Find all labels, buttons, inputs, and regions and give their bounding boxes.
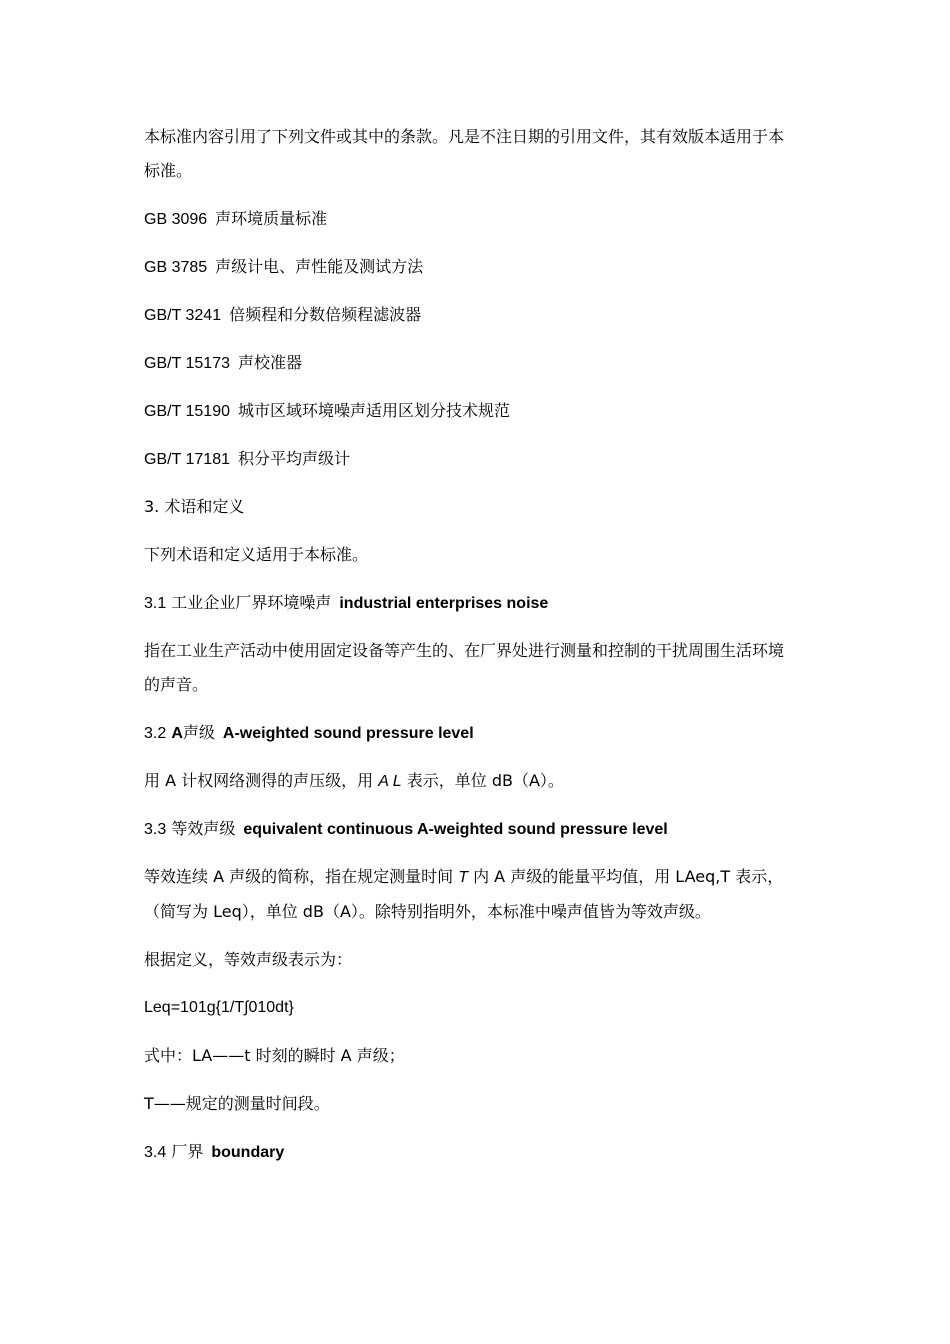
reference-code: GB/T 17181 [144,451,230,468]
term-3-2-definition [144,764,814,798]
term-3-4-heading [144,1135,814,1169]
reference-code: GB/T 15190 [144,403,230,420]
definition-line: （简写为 Leq），单位 dB（A）。除特别指明外，本标准中噪声值皆为等效声级。 [144,902,711,921]
definition-line: 指在工业生产活动中使用固定设备等产生的、在厂界处进行测量和控制的干扰周围生活环境 [144,641,785,660]
reference-title: 倍频程和分数倍频程滤波器 [229,305,422,324]
reference-title: 城市区域环境噪声适用区划分技术规范 [237,401,510,420]
reference-code: GB/T 3241 [144,307,222,324]
reference-title: 积分平均声级计 [237,449,350,468]
reference-code: GB 3785 [144,259,208,276]
reference-title: 声级计电、声性能及测试方法 [215,257,424,276]
reference-code: GB 3096 [144,211,208,228]
reference-title: 声校准器 [237,353,302,372]
term-number: 3.2 [144,725,167,742]
definition-text: 用 A 计权网络测得的声压级，用 [144,771,374,790]
intro-line-1: 本标准内容引用了下列文件或其中的条款。凡是不注日期的引用文件，其有效版本适用于本 [144,127,785,146]
term-cn-name: 声级 [182,723,215,742]
document-page [144,120,814,1183]
term-3-1-definition [144,634,814,702]
formula-where-t: T——规定的测量时间段。 [144,1094,330,1113]
term-cn-name: 工业企业厂界环境噪声 [171,593,332,612]
term-en-name: equivalent continuous A-weighted sound pressure level [243,821,668,838]
reference-item [144,250,814,284]
term-3-3-definition [144,860,814,929]
formula: Leq=101g{1/T∫010dt} [144,999,294,1016]
definition-line [144,860,814,895]
reference-item [144,202,814,236]
term-en-name: industrial enterprises noise [339,595,549,612]
definition-line: 的声音。 [144,675,209,694]
term-number: 3.3 [144,821,167,838]
term-3-3-heading [144,812,814,846]
term-en-name: A-weighted sound pressure level [222,725,474,742]
term-3-1-heading [144,586,814,620]
definition-text: 表示，单位 dB（A）。 [406,771,564,790]
section-3-heading: 3. 术语和定义 [144,497,245,516]
reference-item [144,394,814,428]
intro-line-2: 标准。 [144,161,193,180]
term-cn-name: 厂界 [171,1142,204,1161]
definition-symbol: T [458,869,468,886]
term-number: 3.1 [144,595,167,612]
reference-item [144,442,814,476]
reference-code: GB/T 15173 [144,355,230,372]
term-3-2-heading [144,716,814,750]
section-3-intro: 下列术语和定义适用于本标准。 [144,545,369,564]
term-number: 3.4 [144,1144,167,1161]
reference-item [144,346,814,380]
definition-text: 等效连续 A 声级的简称，指在规定测量时间 [144,867,454,886]
reference-title: 声环境质量标准 [215,209,328,228]
definition-text: 内 A 声级的能量平均值，用 LAeq,T 表示， [473,867,784,886]
reference-item [144,298,814,332]
term-cn-letter: A [171,725,183,742]
intro-paragraph [144,120,814,188]
term-en-name: boundary [211,1144,285,1161]
term-cn-name: 等效声级 [171,819,236,838]
formula-intro: 根据定义，等效声级表示为： [144,950,353,969]
formula-where-la: 式中：LA——t 时刻的瞬时 A 声级； [144,1046,405,1065]
definition-symbol: A L [378,773,402,790]
